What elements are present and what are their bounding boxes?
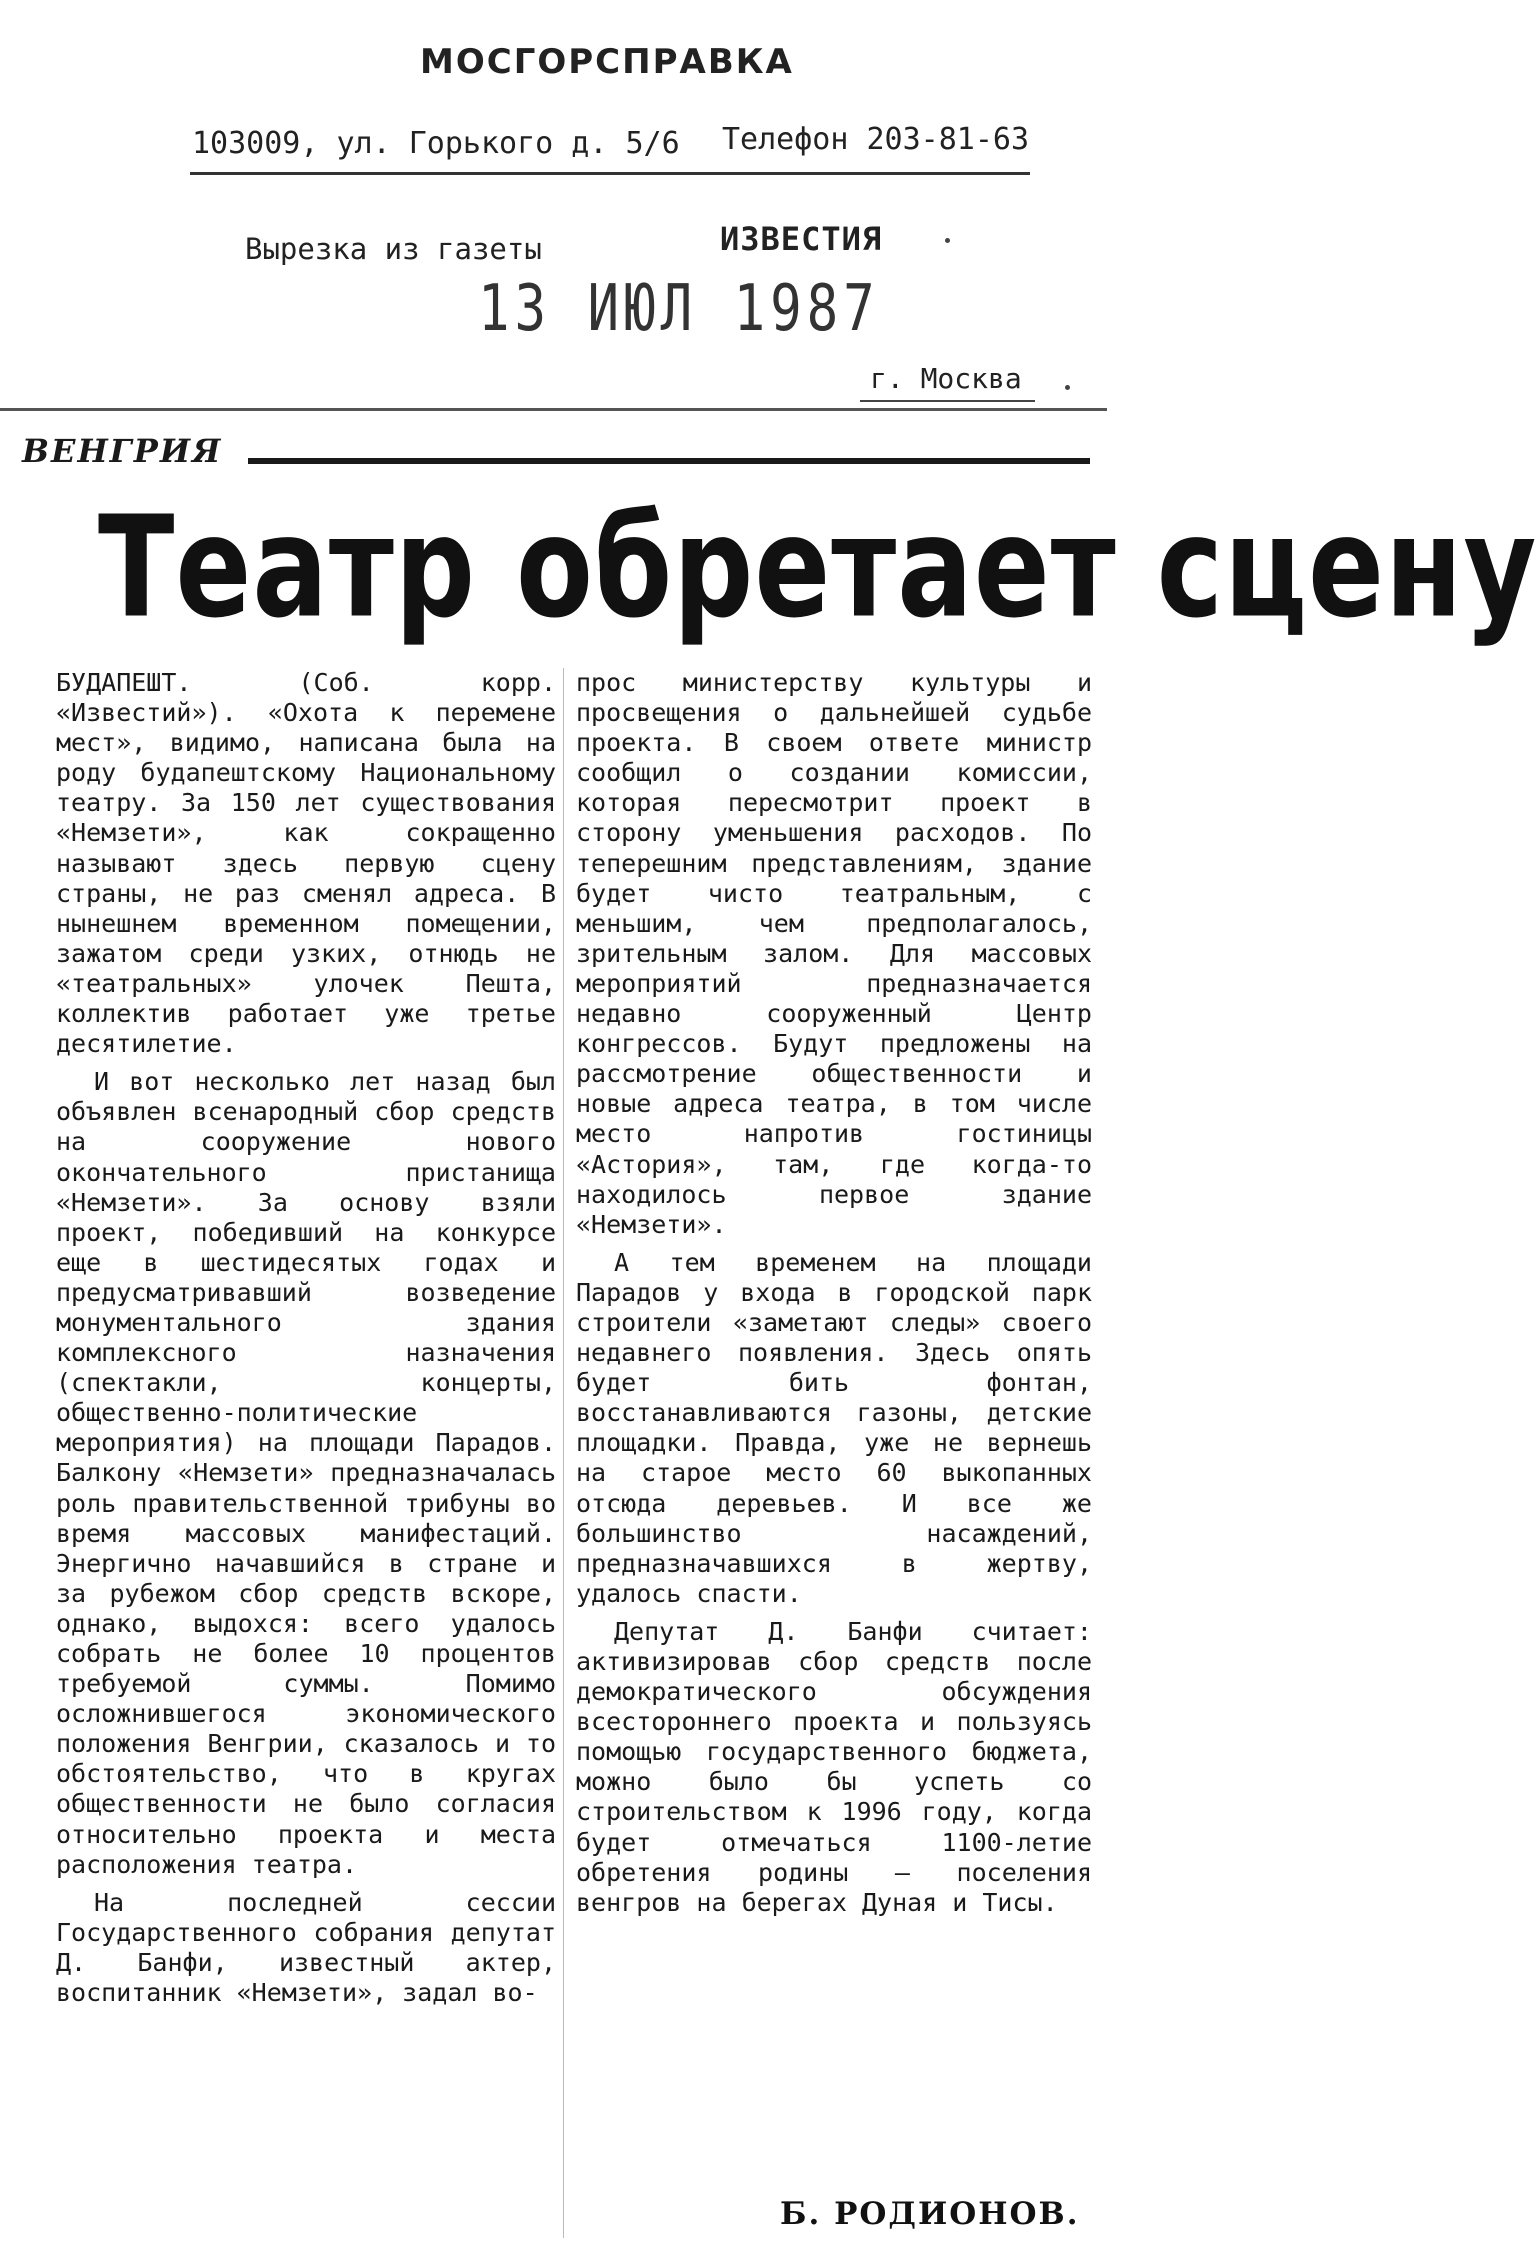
article-headline: Театр обретает сцену bbox=[98, 486, 1537, 650]
paragraph: И вот несколько лет назад был объявлен всенародный сбор средств на сооружение нового окончательного пристанища «Немзети». За основу взяли проект, победивший на конкурсе еще в шестидесятых годах и предусматривавший возведение монументального здания комплексного назначения (спектакли, концерты, общественно-политические мероприятия) на площади Парадов. Балкону «Немзети» предназначалась роль правительственной трибуны во время массовых манифестаций. Энергично начавшийся в стране и за рубежом сбор средств вскоре, однако, выдохся: всего удалось собрать не более 10 процентов требуемой суммы. Помимо осложнившегося экономического положения Венгрии, сказалось и то обстоятельство, что в кругах общественности не было согласия относительно проекта и места расположения театра. bbox=[56, 1067, 556, 1879]
newspaper-name: ИЗВЕСТИЯ bbox=[720, 220, 883, 258]
header-rule bbox=[190, 172, 1030, 175]
paragraph: Депутат Д. Банфи считает: активизировав сбор средств после демократического обсуждения всестороннего проекта и пользуясь помощью государственного бюджета, можно было бы успеть со строительством к 1996 году, когда будет отмечаться 1100-летие обретения родины — поселения венгров на берегах Дуная и Тисы. bbox=[576, 1616, 1092, 1917]
ink-dot bbox=[1065, 385, 1070, 390]
section-heading: ВЕНГРИЯ bbox=[22, 432, 223, 470]
agency-address: 103009, ул. Горького д. 5/6 bbox=[192, 126, 680, 161]
author-signature: Б. РОДИОНОВ. bbox=[780, 2196, 1080, 2232]
paragraph: прос министерству культуры и просвещения о дальнейшей судьбе проекта. В своем ответе министр сообщил о создании комиссии, которая пересмотрит проект в сторону уменьшения расходов. По теперешним представлениям, здание будет чисто театральным, с меньшим, чем предполагалось, зрительным залом. Для массовых мероприятий предназначается недавно сооруженный Центр конгрессов. Будут предложены на рассмотрение общественности и новые адреса театра, в том числе место напротив гостиницы «Астория», там, где когда-то находилось первое здание «Немзети». bbox=[576, 668, 1092, 1239]
ink-dot bbox=[945, 238, 950, 243]
city-label: г. Москва bbox=[870, 362, 1022, 395]
agency-name: МОСГОРСПРАВКА bbox=[420, 42, 794, 82]
agency-phone: Телефон 203-81-63 bbox=[722, 122, 1030, 157]
date-stamp: 13 ИЮЛ 1987 bbox=[478, 272, 880, 346]
paragraph: БУДАПЕШТ. (Соб. корр. «Известий»). «Охота к перемене мест», видимо, написана была на роду будапештскому Национальному театру. За 150 лет существования «Немзети», как сокращенно называют здесь первую сцену страны, не раз сменял адреса. В нынешнем временном помещении, зажатом среди узких, отнюдь не «театральных» улочек Пешта, коллектив работает уже третье десятилетие. bbox=[56, 668, 556, 1059]
article-column-left bbox=[56, 668, 556, 2016]
section-rule bbox=[248, 458, 1090, 464]
paragraph: А тем временем на площади Парадов у входа в городской парк строители «заметают следы» своего недавнего появления. Здесь опять будет бить фонтан, восстанавливаются газоны, детские площадки. Правда, уже не вернешь на старое место 60 выкопанных отсюда деревьев. И все же большинство насаждений, предназначавшихся в жертву, удалось спасти. bbox=[576, 1247, 1092, 1608]
article-column-right bbox=[576, 668, 1092, 1926]
city-rule bbox=[860, 400, 1035, 402]
paragraph: На последней сессии Государственного собрания депутат Д. Банфи, известный актер, воспитанник «Немзети», задал во- bbox=[56, 1887, 556, 2008]
column-divider bbox=[563, 668, 564, 2238]
clipping-label: Вырезка из газеты bbox=[245, 232, 542, 266]
clipping-edge bbox=[0, 408, 1107, 411]
